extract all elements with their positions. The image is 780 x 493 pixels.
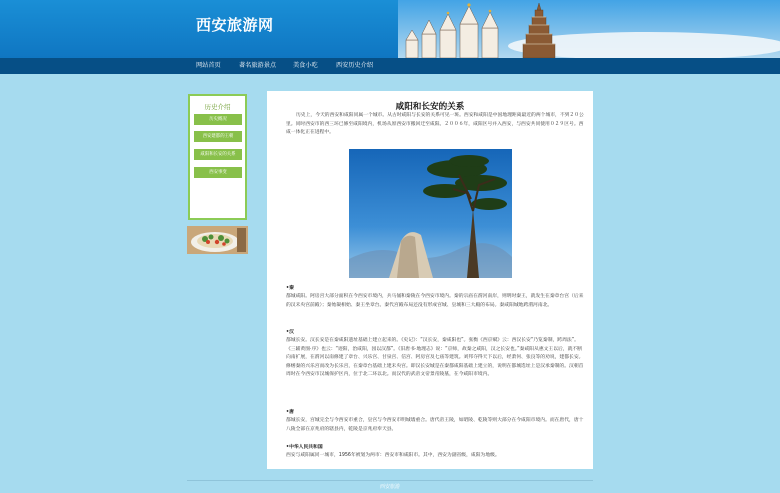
- nav-item-history[interactable]: 西安历史介绍: [336, 62, 374, 69]
- sidebar-title: 历史介绍: [204, 103, 231, 111]
- footer-divider: [187, 480, 593, 481]
- sidebar-item-dynasties[interactable]: 西安建都的王朝: [194, 131, 242, 142]
- nav-item-food[interactable]: 美食小吃: [293, 62, 318, 69]
- site-title[interactable]: 西安旅游网: [196, 16, 274, 34]
- article-panel: [267, 91, 593, 469]
- sidebar-item-xian-incident[interactable]: 西安事变: [194, 167, 242, 178]
- section-text-prc: 西安与咸阳属同一城市，1956年被划为两市：西安市和咸阳市。其中，西安为副省级，咸阳为地级。: [286, 453, 500, 458]
- main-nav: [0, 58, 780, 74]
- sidebar-item-xianyang-changan[interactable]: 咸阳和长安的关系: [194, 149, 242, 160]
- article-title: 咸阳和长安的关系: [395, 102, 465, 112]
- section-text-han: 都城长安。汉长安是在秦咸阳遗址基础上建立起来的。《史记》：“汉长安，秦咸阳也”。张衡《西京赋》云：西汉长安“乃览秦制，跨周法”。《三辅黄图·序》也云：“迹阳，治咸阳，园以汉都”。《旧唐书·地理志》说：“京师，故秦之咸阳，汉之长安也。”秦咸阳从惠文王以后，就不断向南扩展，在渭河以南修建了章台、兴乐宫、甘泉宫、信宫、阿房宫及七庙等建筑。刘邦夺得天下以后，经萧何、张良等的劝说，建都长安。修缮秦的兴乐宫而改为长乐宫，在秦章台基础上建未央宫。即汉长安城是在秦都咸阳基础上建立的，说明在都城选址上是汉承秦制的。汉朝首周时在今西安市汉城保护区内，位于北二环以北。而汉代的武帝文帝景帝陵墓，在今咸阳市境内。: [286, 338, 584, 378]
- section-heading-tang: •唐: [286, 410, 294, 415]
- article-mountain-pine-image: [349, 149, 512, 278]
- article-intro: 历史上，今天的西安和咸阳同属一个城市。从古时咸阳与长安的关系可见一斑。西安和咸阳是中国地理距离最近的两个城市，不到２０公里。同时西安市的西三环已修至咸阳境内，机场从原西安市搬回迁至咸阳。２００６年，咸阳区号并入西安，与西安共同使用０２９区号。西咸一体化正在进程中。: [286, 113, 584, 136]
- sidebar: [188, 94, 247, 220]
- site-header: [0, 0, 780, 58]
- section-heading-han: •汉: [286, 330, 294, 335]
- section-text-tang: 都城长安，宫城完全与今西安市重合，皇宫与今西安市明城墙重合。唐代帝王陵，如昭陵、乾陵等则大部分在今咸阳市境内。而在唐代，唐十八陵全部在京兆府的辖县内，乾陵是京兆府奉天县。: [286, 418, 584, 432]
- section-text-qin: 都城咸阳。阿房宫大部分面积在今西安市境内，兵马俑和秦陵在今西安市境内。秦的宗庙在渭河南岸，则明时秦王，就发生在秦章台宫（后来的汉未央宫前殿）；秦始凝相始、秦王坐章台。秦代宫殿布局还没有形成宫城、皇城和三大殿的布局。秦咸阳城地跨渭河南北。: [286, 294, 584, 308]
- sidebar-food-image: [187, 226, 248, 254]
- nav-item-home[interactable]: 网站首页: [196, 62, 221, 69]
- sidebar-item-overview[interactable]: 历史概况: [194, 114, 242, 125]
- section-heading-prc: •中华人民共和国: [286, 445, 323, 450]
- section-heading-qin: •秦: [286, 286, 294, 291]
- nav-item-attractions[interactable]: 著名旅游景点: [239, 62, 277, 69]
- footer-text: 西安旅游: [379, 484, 400, 490]
- banner-pagoda-image: [398, 0, 780, 58]
